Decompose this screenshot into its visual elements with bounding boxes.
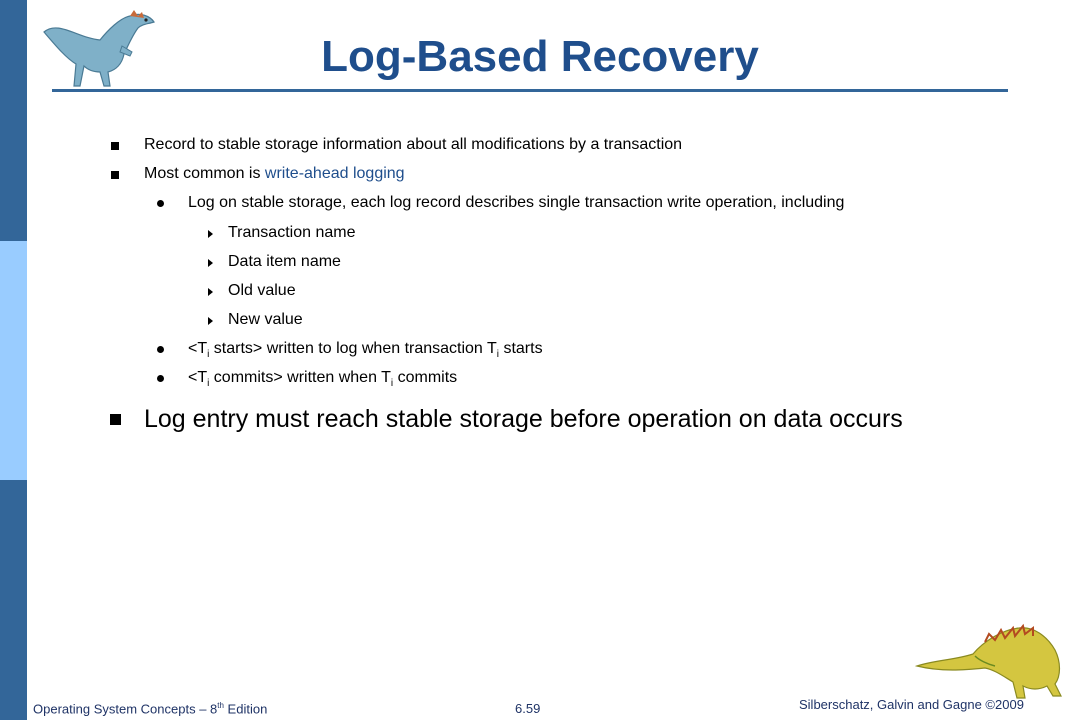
- list-item: Old value: [228, 282, 296, 299]
- footer-book-sup: th: [217, 701, 224, 710]
- sub-bullet-text-commits: [188, 369, 457, 389]
- text-fragment: starts> written to log when transaction T: [209, 340, 497, 357]
- subscript: i: [207, 378, 210, 390]
- bullet-text-1: Record to stable storage information about all modifications by a transaction: [144, 136, 683, 153]
- sidebar-accent: [0, 241, 27, 480]
- square-bullet-icon: [110, 414, 121, 425]
- list-item: New value: [228, 311, 303, 328]
- square-bullet-icon: [111, 171, 119, 179]
- footer-authors: Silberschatz, Galvin and Gagne ©2009: [799, 697, 1024, 712]
- round-bullet-icon: [157, 200, 164, 207]
- triangle-bullet-icon: [208, 259, 213, 267]
- write-ahead-logging-term: write-ahead logging: [264, 165, 405, 182]
- page-title: Log-Based Recovery: [321, 32, 759, 81]
- triangle-bullet-icon: [208, 317, 213, 325]
- round-bullet-icon: [157, 346, 164, 353]
- title-divider: [52, 89, 1008, 92]
- sub-bullet-text-starts: [188, 340, 543, 360]
- triangle-bullet-icon: [208, 288, 213, 296]
- text-fragment: commits> written when T: [209, 369, 391, 386]
- round-bullet-icon: [157, 375, 164, 382]
- subscript: i: [496, 349, 499, 361]
- text-fragment: <T: [188, 340, 208, 357]
- list-item: Data item name: [228, 253, 341, 270]
- footer-book-suffix: Edition: [223, 701, 268, 717]
- bullet-text-3: Log entry must reach stable storage before operation on data occurs: [144, 405, 903, 433]
- list-item: Transaction name: [228, 224, 356, 241]
- text-fragment: <T: [188, 369, 208, 386]
- footer-book-title: [33, 701, 267, 716]
- sub-bullet-text-log: Log on stable storage, each log record describes single transaction write operation, including: [188, 194, 845, 211]
- footer-book-prefix: Operating System Concepts – 8: [33, 701, 218, 717]
- page-number: 6.59: [515, 701, 541, 716]
- text-fragment: commits: [393, 369, 458, 386]
- subscript: i: [390, 378, 394, 390]
- subscript: i: [207, 349, 210, 361]
- bullet-text-2: [144, 165, 405, 183]
- bullet-text-2-prefix: Most common is: [144, 165, 265, 182]
- dinosaur-bottom-logo: [915, 620, 1065, 702]
- text-fragment: starts: [499, 340, 543, 357]
- square-bullet-icon: [111, 142, 119, 150]
- triangle-bullet-icon: [208, 230, 213, 238]
